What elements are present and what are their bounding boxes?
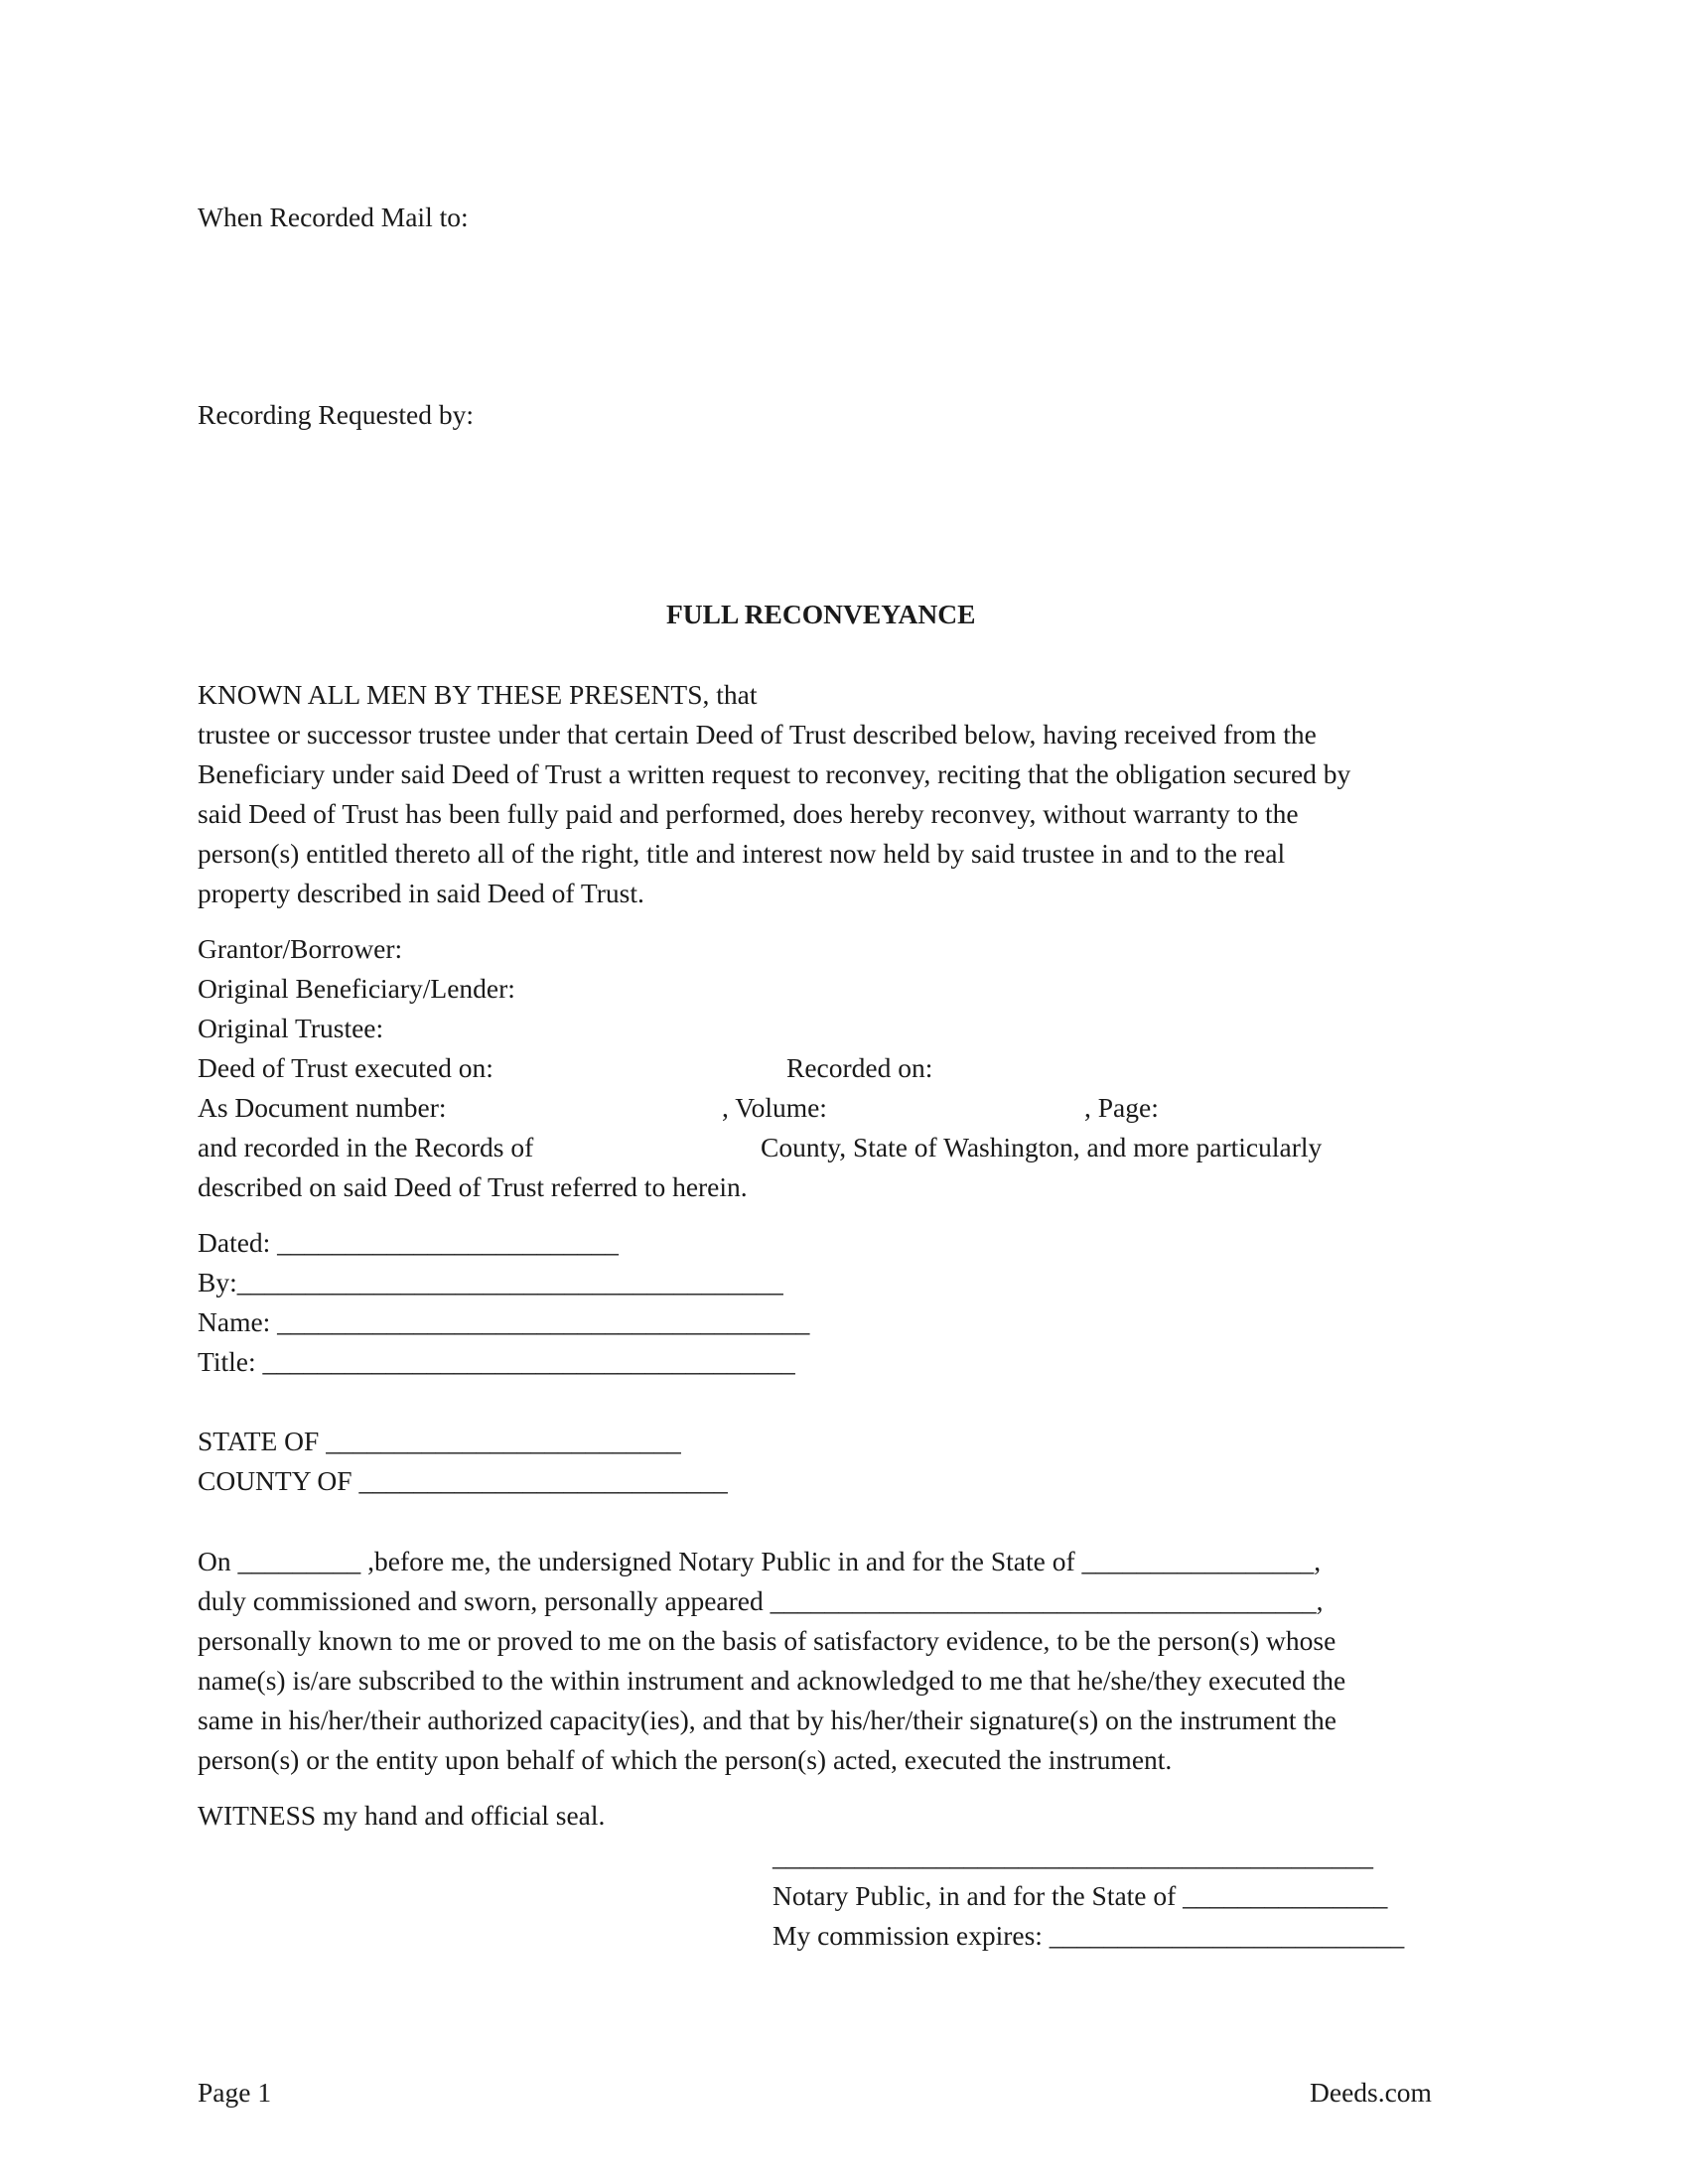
notary-line-5: same in his/her/their authorized capacity(ies), and that by his/her/their signature(s) on the instrument the [198,1705,1337,1735]
dated-field: Dated: _________________________ [198,1227,619,1258]
notary-line-3: personally known to me or proved to me on the basis of satisfactory evidence, to be the person(s) whose [198,1625,1336,1656]
state-of-field: STATE OF __________________________ [198,1426,681,1456]
by-field: By:________________________________________ [198,1267,783,1297]
intro-line-2: trustee or successor trustee under that certain Deed of Trust described below, having received from the [198,719,1317,750]
name-field: Name: _______________________________________ [198,1306,810,1337]
requested-by-label: Recording Requested by: [198,399,474,430]
notary-line-6: person(s) or the entity upon behalf of which the person(s) acted, executed the instrument. [198,1744,1173,1775]
beneficiary-label: Original Beneficiary/Lender: [198,973,515,1004]
page-number: Page 1 [198,2077,272,2108]
doc-number-label: As Document number: [198,1092,447,1123]
title-field: Title: _______________________________________ [198,1346,795,1377]
mail-to-label: When Recorded Mail to: [198,202,469,232]
recorded-on-label: Recorded on: [786,1052,933,1083]
records-of-label: and recorded in the Records of [198,1132,534,1162]
county-state-label: County, State of Washington, and more particularly [761,1132,1323,1162]
witness-text: WITNESS my hand and official seal. [198,1800,606,1831]
notary-line-2: duly commissioned and sworn, personally appeared ________________________________________, [198,1585,1324,1616]
volume-label: , Volume: [722,1092,827,1123]
page-label: , Page: [1084,1092,1159,1123]
intro-line-4: said Deed of Trust has been fully paid and performed, does hereby reconvey, without warranty to the [198,798,1299,829]
trustee-label: Original Trustee: [198,1013,384,1043]
intro-line-3: Beneficiary under said Deed of Trust a written request to reconvey, reciting that the obligation secured by [198,758,1351,789]
document-title: FULL RECONVEYANCE [666,599,976,629]
intro-line-5: person(s) entitled thereto all of the right, title and interest now held by said trustee in and to the real [198,838,1286,869]
notary-line-1: On _________ ,before me, the undersigned Notary Public in and for the State of _________________, [198,1546,1322,1576]
county-of-field: COUNTY OF ___________________________ [198,1465,728,1496]
commission-expires-field: My commission expires: __________________________ [773,1920,1405,1951]
notary-public-field: Notary Public, in and for the State of _______________ [773,1880,1388,1911]
site-name: Deeds.com [1310,2077,1432,2108]
notary-line-4: name(s) is/are subscribed to the within instrument and acknowledged to me that he/she/they executed the [198,1665,1346,1696]
notary-signature-line: ____________________________________________ [773,1841,1373,1871]
described-label: described on said Deed of Trust referred to herein. [198,1171,748,1202]
intro-line-6: property described in said Deed of Trust. [198,878,644,908]
grantor-label: Grantor/Borrower: [198,933,403,964]
executed-on-label: Deed of Trust executed on: [198,1052,493,1083]
intro-line-1: KNOWN ALL MEN BY THESE PRESENTS, that [198,679,758,710]
